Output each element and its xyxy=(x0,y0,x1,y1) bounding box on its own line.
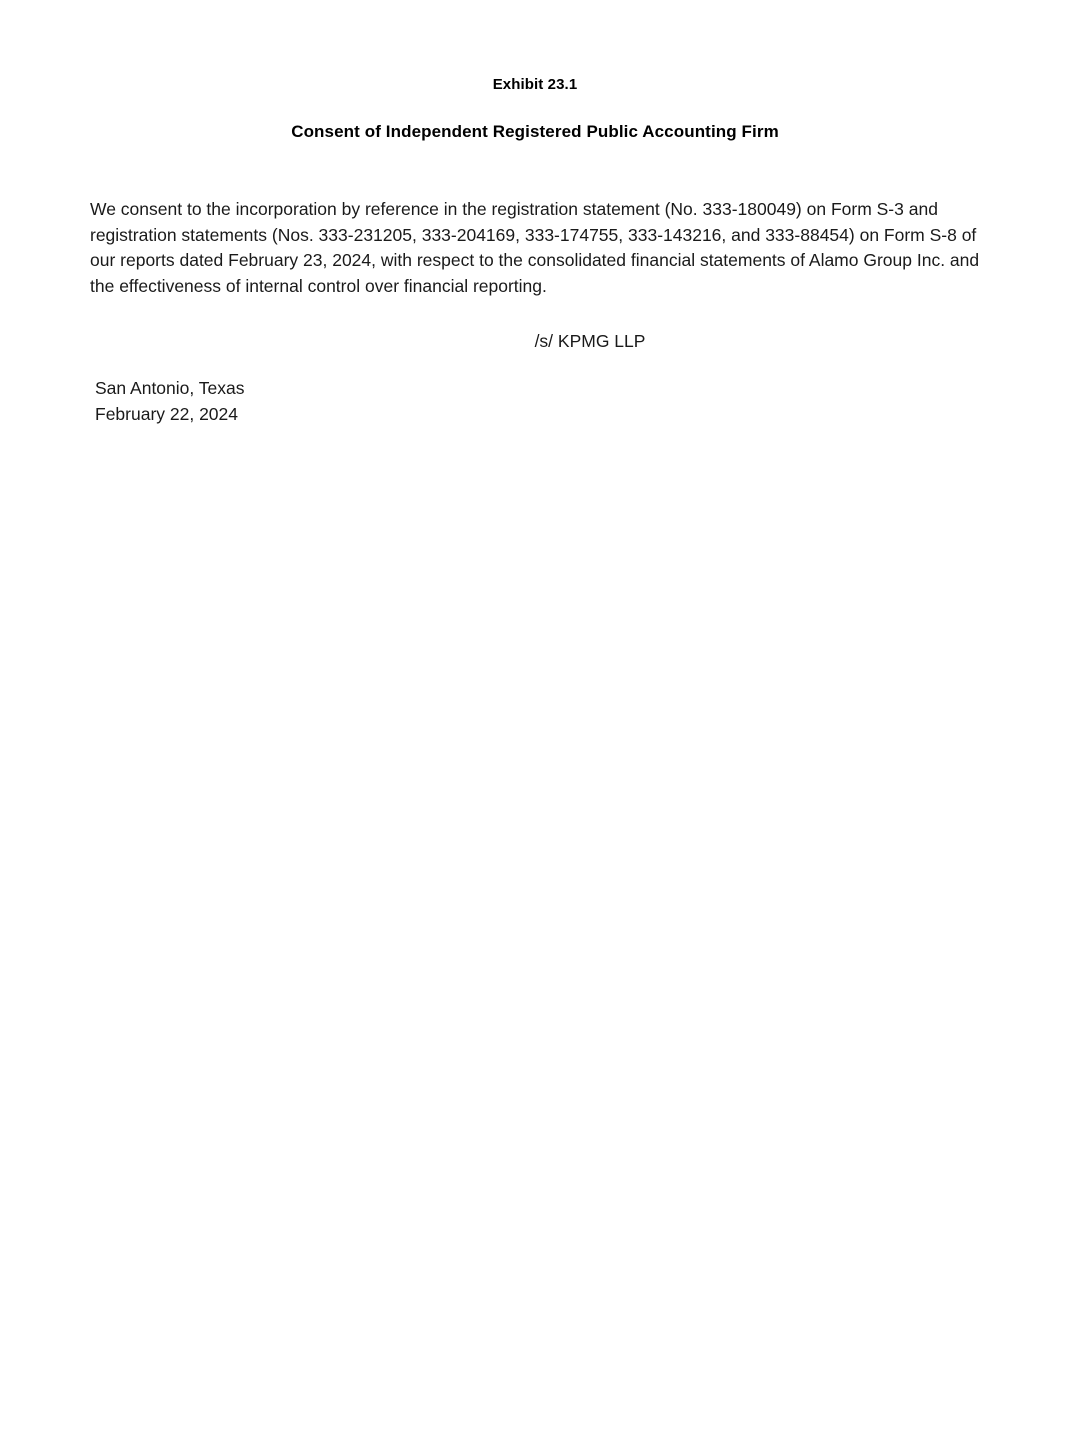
signature-line: /s/ KPMG LLP xyxy=(534,331,646,351)
document-page xyxy=(0,76,1070,1441)
exhibit-label: Exhibit 23.1 xyxy=(492,76,578,93)
signature-location: San Antonio, Texas xyxy=(95,378,245,398)
page-title: Consent of Independent Registered Public Accounting Firm xyxy=(291,122,779,141)
signature-date: February 22, 2024 xyxy=(95,403,239,424)
document-body xyxy=(90,197,980,427)
address-block xyxy=(90,376,980,427)
consent-paragraph: We consent to the incorporation by reference in the registration statement (No. 333-180049) on Form S-3 and registration statements (Nos. 333-231205, 333-204169, 333-174755, 333-143216, and 333-88454) on Form S-8 of our reports dated February 23, 2024, with respect to the consolidated financial statements of Alamo Group Inc. and the effectiveness of internal control over financial reporting. xyxy=(90,199,980,296)
